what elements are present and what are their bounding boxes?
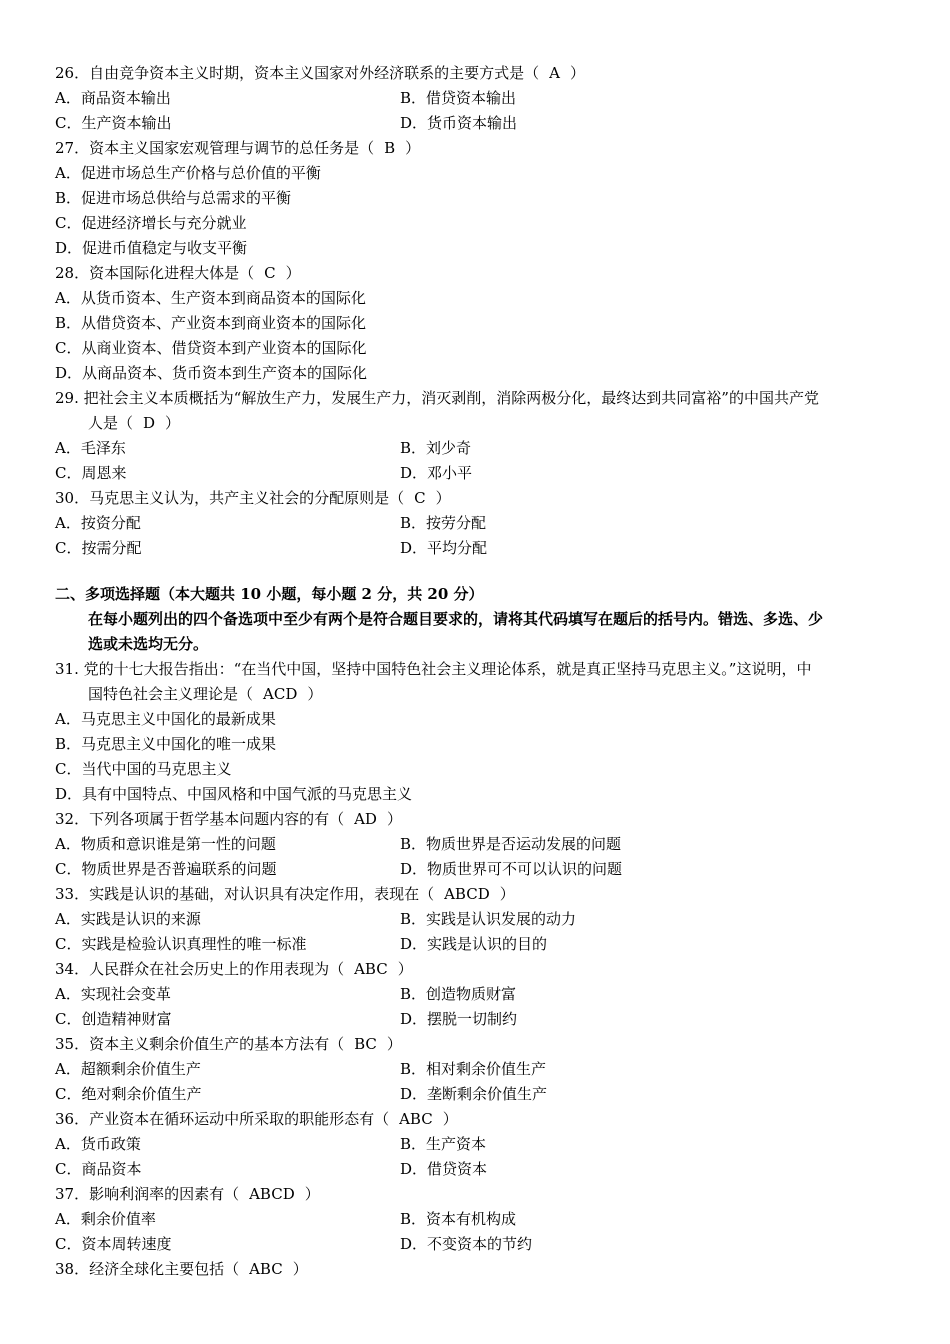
answer-key: ABC	[354, 960, 388, 978]
answer-close-paren: ）	[386, 810, 402, 828]
section-spacer	[55, 561, 900, 582]
question-text: 28．资本国际化进程大体是（	[55, 264, 255, 282]
option: D．促进币值稳定与收支平衡	[55, 239, 248, 257]
question-stem	[55, 386, 900, 411]
option-row	[55, 536, 900, 561]
option: A．实践是认识的来源	[55, 910, 201, 928]
option: A．从货币资本、生产资本到商品资本的国际化	[55, 289, 366, 307]
answer-key: ACD	[263, 685, 298, 703]
option: B．按劳分配	[400, 514, 487, 532]
question-text-cont: 人是（	[88, 414, 134, 432]
option-row	[55, 1232, 900, 1257]
option: A．促进市场总生产价格与总价值的平衡	[55, 164, 321, 182]
option: D．物质世界可不可以认识的问题	[400, 860, 623, 878]
answer-close-paren: ）	[165, 414, 181, 432]
question	[55, 657, 900, 807]
question	[55, 882, 900, 957]
question-stem	[55, 1107, 900, 1132]
question-stem	[55, 807, 900, 832]
option: C．生产资本输出	[55, 114, 172, 132]
option: C．创造精神财富	[55, 1010, 172, 1028]
option-row	[55, 436, 900, 461]
option: D．从商品资本、货币资本到生产资本的国际化	[55, 364, 368, 382]
answer-close-paren: ）	[442, 1110, 458, 1128]
question-text: 29. 把社会主义本质概括为“解放生产力，发展生产力，消灭剥削，消除两极分化，最终达到共同富裕”的中国共产党	[55, 389, 819, 407]
option: A．按资分配	[55, 514, 141, 532]
question	[55, 1032, 900, 1107]
option: C．资本周转速度	[55, 1235, 172, 1253]
answer-key: ABCD	[249, 1185, 295, 1203]
answer-close-paren: ）	[292, 1260, 308, 1278]
option: D．具有中国特点、中国风格和中国气派的马克思主义	[55, 785, 413, 803]
option-row	[55, 982, 900, 1007]
question	[55, 1257, 900, 1282]
question-text: 38．经济全球化主要包括（	[55, 1260, 240, 1278]
option-row	[55, 907, 900, 932]
answer-key: A	[549, 64, 560, 82]
option: C．商品资本	[55, 1160, 142, 1178]
option: B．从借贷资本、产业资本到商业资本的国际化	[55, 314, 367, 332]
answer-close-paren: ）	[397, 960, 413, 978]
question-stem	[55, 261, 900, 286]
question-text-cont: 国特色社会主义理论是（	[88, 685, 254, 703]
question-text: 31. 党的十七大报告指出：“在当代中国，坚持中国特色社会主义理论体系，就是真正坚持马克思主义。”这说明，中	[55, 660, 812, 678]
option: D．邓小平	[400, 464, 473, 482]
option: B．促进市场总供给与总需求的平衡	[55, 189, 292, 207]
option-row	[55, 511, 900, 536]
option: B．资本有机构成	[400, 1210, 517, 1228]
question	[55, 1182, 900, 1257]
option: C．实践是检验认识真理性的唯一标准	[55, 935, 307, 953]
answer-close-paren: ）	[307, 685, 323, 703]
option-row	[55, 111, 900, 136]
option: A．马克思主义中国化的最新成果	[55, 710, 276, 728]
option: C．周恩来	[55, 464, 127, 482]
option-row	[55, 1132, 900, 1157]
option: A．剩余价值率	[55, 1210, 156, 1228]
option: D．不变资本的节约	[400, 1235, 533, 1253]
option: B．生产资本	[400, 1135, 487, 1153]
option: A．超额剩余价值生产	[55, 1060, 201, 1078]
option: D．货币资本输出	[400, 114, 518, 132]
option: B．马克思主义中国化的唯一成果	[55, 735, 277, 753]
option: B．实践是认识发展的动力	[400, 910, 577, 928]
answer-close-paren: ）	[435, 489, 451, 507]
question-stem	[55, 882, 900, 907]
exam-document	[55, 61, 900, 1282]
answer-key: BC	[354, 1035, 377, 1053]
option: A．货币政策	[55, 1135, 141, 1153]
option-row	[55, 1057, 900, 1082]
option-row	[55, 1157, 900, 1182]
question-text: 36．产业资本在循环运动中所采取的职能形态有（	[55, 1110, 390, 1128]
question-stem	[55, 61, 900, 86]
question-stem	[55, 957, 900, 982]
answer-close-paren: ）	[285, 264, 301, 282]
option: C．物质世界是否普遍联系的问题	[55, 860, 277, 878]
option-row	[55, 86, 900, 111]
answer-close-paren: ）	[499, 885, 515, 903]
section-heading: 二、多项选择题（本大题共 10 小题，每小题 2 分，共 20 分）	[55, 585, 484, 603]
question-stem-cont	[55, 411, 900, 436]
question	[55, 1107, 900, 1182]
option: B．相对剩余价值生产	[400, 1060, 547, 1078]
option: A．物质和意识谁是第一性的问题	[55, 835, 276, 853]
option: A．商品资本输出	[55, 89, 171, 107]
question-stem	[55, 1182, 900, 1207]
section-instruction: 在每小题列出的四个备选项中至少有两个是符合题目要求的，请将其代码填写在题后的括号内。错选、多选、少	[88, 610, 824, 628]
answer-close-paren: ）	[569, 64, 585, 82]
question	[55, 807, 900, 882]
option-row	[55, 1207, 900, 1232]
answer-key: AD	[354, 810, 377, 828]
option: D．摆脱一切制约	[400, 1010, 518, 1028]
question-text: 34．人民群众在社会历史上的作用表现为（	[55, 960, 345, 978]
answer-key: C	[414, 489, 426, 507]
answer-key: ABC	[399, 1110, 433, 1128]
question-stem	[55, 1257, 900, 1282]
answer-close-paren: ）	[304, 1185, 320, 1203]
single-choice-questions	[55, 61, 900, 561]
answer-key: C	[264, 264, 276, 282]
answer-key: ABC	[249, 1260, 283, 1278]
question-text: 27．资本主义国家宏观管理与调节的总任务是（	[55, 139, 375, 157]
answer-key: ABCD	[444, 885, 490, 903]
question	[55, 261, 900, 386]
option: C．从商业资本、借贷资本到产业资本的国际化	[55, 339, 367, 357]
option-row	[55, 932, 900, 957]
multiple-choice-questions	[55, 657, 900, 1282]
question	[55, 61, 900, 136]
option: A．毛泽东	[55, 439, 126, 457]
answer-close-paren: ）	[386, 1035, 402, 1053]
question-text: 26．自由竞争资本主义时期，资本主义国家对外经济联系的主要方式是（	[55, 64, 540, 82]
option: C．促进经济增长与充分就业	[55, 214, 247, 232]
question-stem-cont	[55, 682, 900, 707]
option-row	[55, 857, 900, 882]
question	[55, 386, 900, 486]
option-row	[55, 1082, 900, 1107]
question-text: 33．实践是认识的基础，对认识具有决定作用，表现在（	[55, 885, 435, 903]
option: B．借贷资本输出	[400, 89, 517, 107]
option: C．绝对剩余价值生产	[55, 1085, 202, 1103]
option: C．当代中国的马克思主义	[55, 760, 232, 778]
question	[55, 136, 900, 261]
question-stem	[55, 1032, 900, 1057]
answer-key: B	[384, 139, 396, 157]
option: B．刘少奇	[400, 439, 472, 457]
section-instruction-cont: 选或未选均无分。	[88, 635, 209, 653]
option-row	[55, 832, 900, 857]
option: B．物质世界是否运动发展的问题	[400, 835, 622, 853]
question-stem	[55, 657, 900, 682]
question-text: 35．资本主义剩余价值生产的基本方法有（	[55, 1035, 345, 1053]
question-stem	[55, 486, 900, 511]
answer-close-paren: ）	[405, 139, 421, 157]
option: D．借贷资本	[400, 1160, 488, 1178]
option: C．按需分配	[55, 539, 142, 557]
option: D．垄断剩余价值生产	[400, 1085, 548, 1103]
option: A．实现社会变革	[55, 985, 171, 1003]
question-text: 30．马克思主义认为，共产主义社会的分配原则是（	[55, 489, 405, 507]
question-text: 32．下列各项属于哲学基本问题内容的有（	[55, 810, 345, 828]
option-row	[55, 461, 900, 486]
question-stem	[55, 136, 900, 161]
answer-key: D	[143, 414, 156, 432]
question	[55, 486, 900, 561]
option: D．平均分配	[400, 539, 488, 557]
question-text: 37．影响利润率的因素有（	[55, 1185, 240, 1203]
option-row	[55, 1007, 900, 1032]
question	[55, 957, 900, 1032]
option: B．创造物质财富	[400, 985, 517, 1003]
option: D．实践是认识的目的	[400, 935, 548, 953]
